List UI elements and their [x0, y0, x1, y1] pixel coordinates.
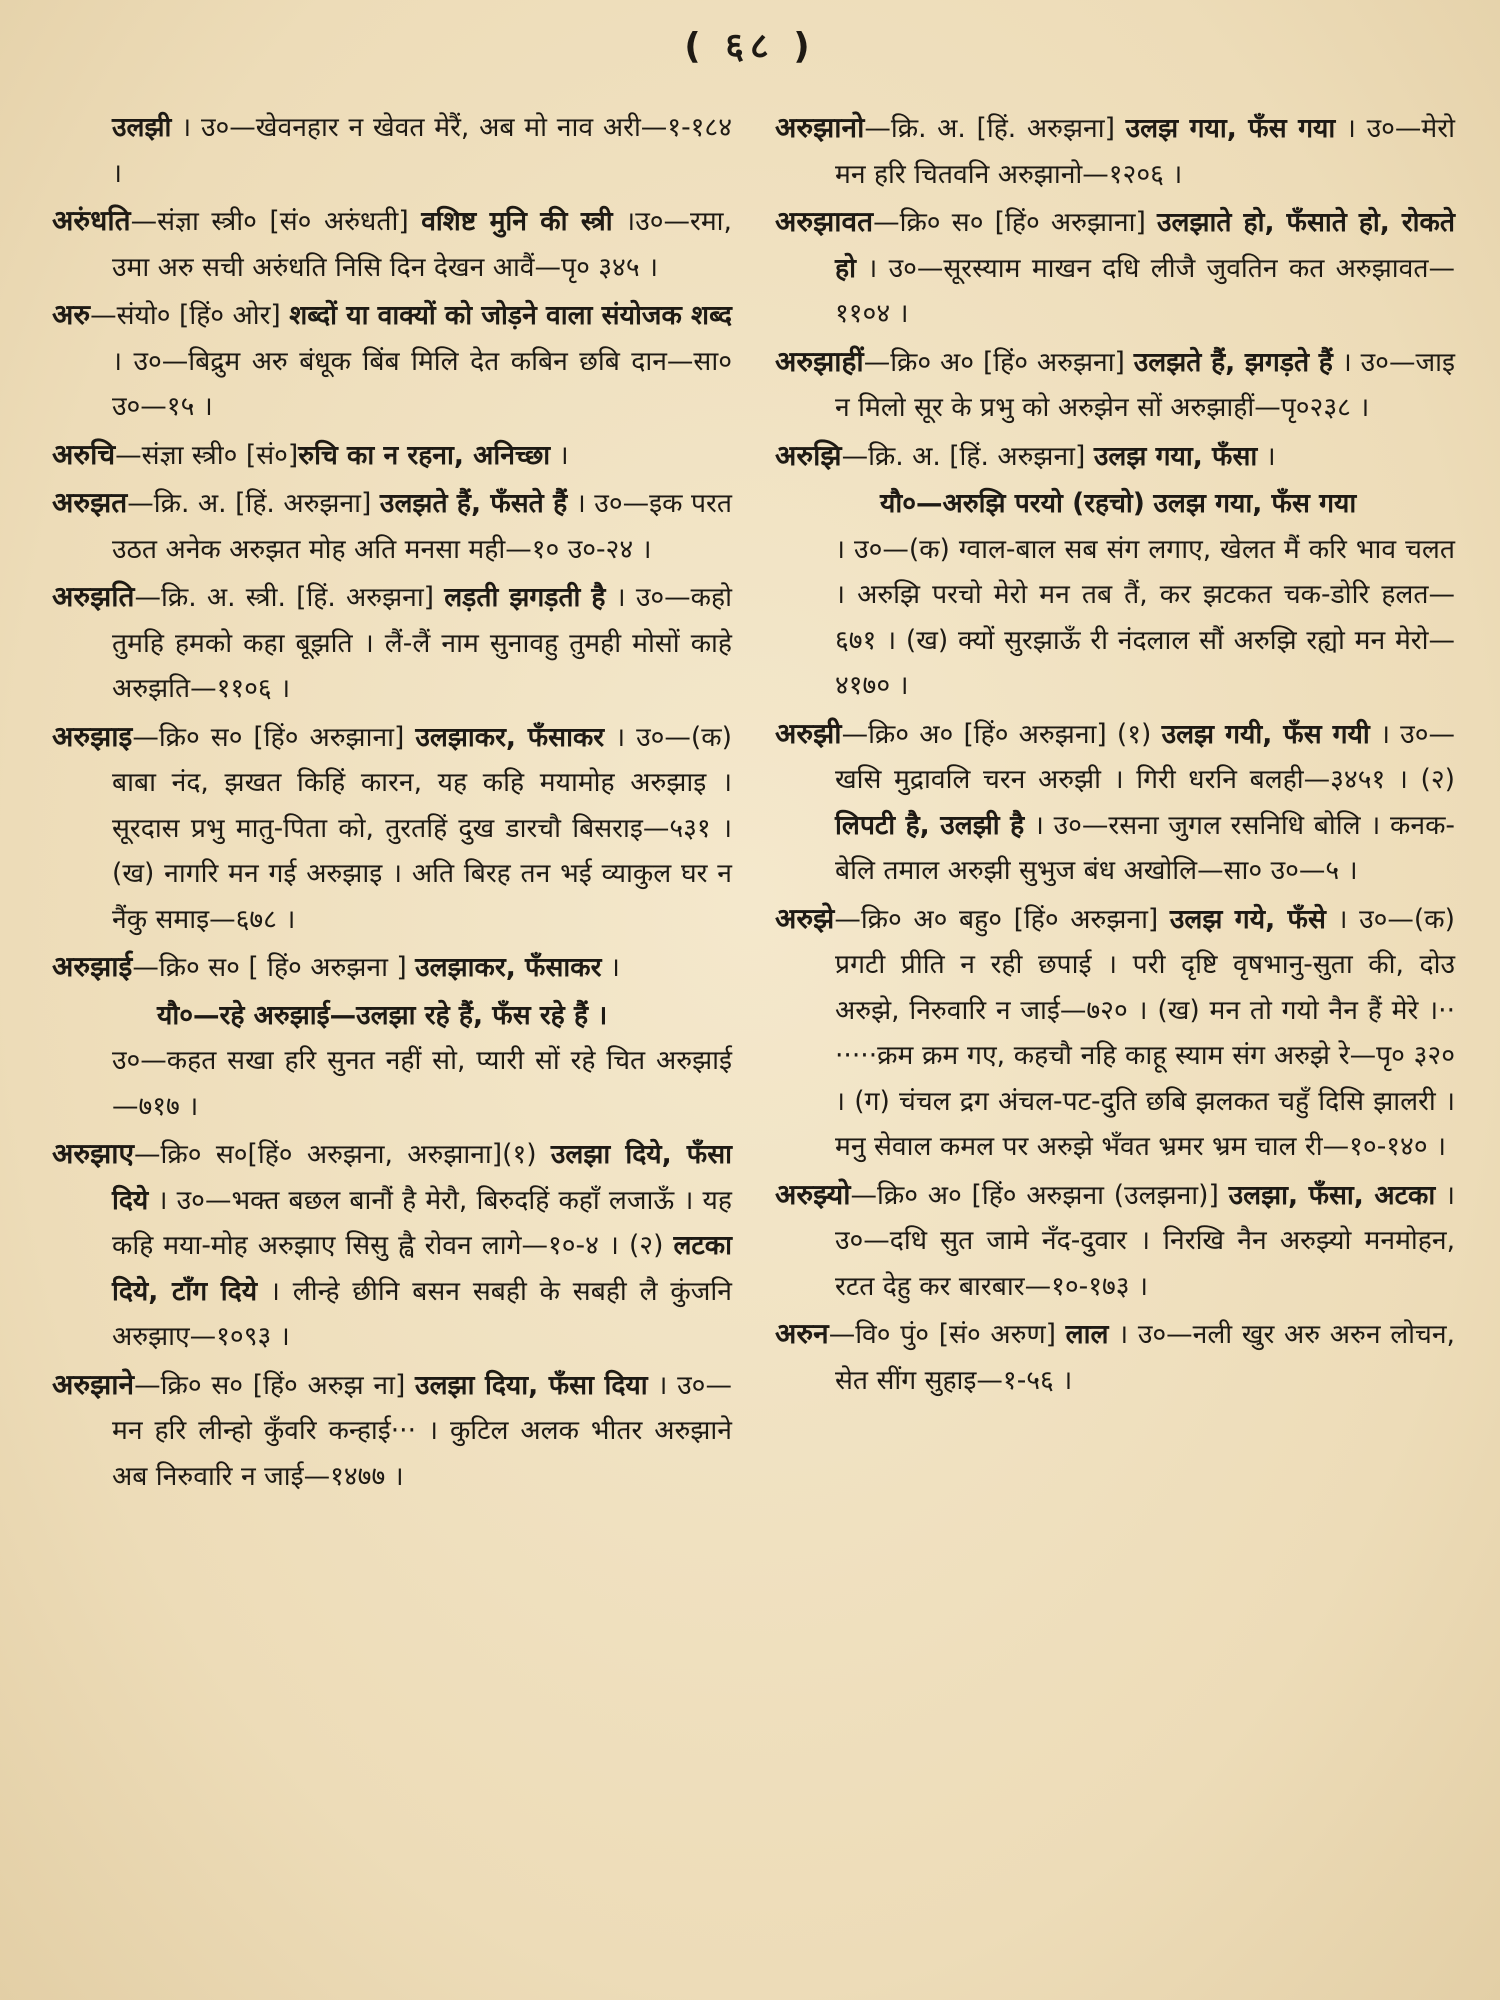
entry-sense-num: (२): [628, 1230, 664, 1261]
entry-head: अरु: [52, 298, 91, 331]
entry-head: अरुझावत: [775, 205, 874, 238]
entry-arujhee: [775, 711, 1455, 894]
entry-meaning: उलझाते हो, फँसाते हो, रोकते हो: [835, 207, 1455, 284]
entry-arundhati: [52, 198, 732, 290]
entry-arujhi: [775, 433, 1455, 480]
entry-grammar: —क्रि. अ. [हिं. अरुझना]: [841, 440, 1086, 472]
entry-arujhaae: [52, 1131, 732, 1360]
entry-grammar: —संयो० [हिं० ओर]: [90, 300, 281, 331]
entry-meaning: लटका दिये, टाँग दिये: [112, 1230, 732, 1307]
entry-continuation: [52, 105, 732, 196]
entry-sense-num: (२): [1420, 764, 1455, 795]
entry-example: । उ०—खसि मुद्रावलि चरन अरुझी । गिरी धरनि बलही—३४५१ ।: [835, 718, 1455, 795]
entry-example: । उ०—(क) प्रगटी प्रीति न रही छपाई । परी दृष्टि वृषभानु-सुता की, दोउ अरुझे, निरुवारि न जाई—७२० । (ख) मन तो गयो नैन हैं मेरे ।·· ·····क्रम क्रम गए, कहचौ नहि काहू स्याम संग अरुझे रे—पृ० ३२० । (ग) चंचल द्रग अंचल-पट-दुति छबि झलकत चहुँ दिसि झालरी । मनु सेवाल कमल पर अरुझे भँवत भ्रमर भ्रम चाल री—१०-१४० ।: [835, 903, 1455, 1162]
entry-aru: [52, 292, 732, 430]
entry-arujhe: [775, 896, 1455, 1170]
entry-meaning: रुचि का न रहना, अनिच्छा: [298, 439, 551, 471]
entry-example: । उ०—जाइ न मिलो सूर के प्रभु को अरुझेन सों अरुझाहीं—पृ०२३८ ।: [835, 346, 1455, 423]
entry-meaning: उलझ गया, फँसा: [1093, 440, 1258, 472]
entry-arujhaai: [52, 944, 732, 991]
entry-head: अरुझाए: [52, 1137, 135, 1170]
subentry-yau: [775, 481, 1455, 527]
entry-grammar: —क्रि० अ० [हिं० अरुझना] (१): [841, 718, 1152, 750]
entry-grammar: —संज्ञा स्त्री० [सं०]: [115, 439, 299, 471]
entry-example: । उ०—नली खुर अरु अरुन लोचन, सेत सींग सुहाइ—१-५६ ।: [835, 1319, 1455, 1396]
entry-example: ।उ०—रमा, उमा अरु सची अरुंधति निसि दिन देखन आवैं—पृ० ३४५ ।: [112, 206, 732, 283]
right-column: [775, 105, 1455, 1405]
entry-grammar: —क्रि० स० [ हिं० अरुझना ]: [132, 952, 407, 983]
entry-head: अरुझानो: [775, 111, 865, 144]
entry-meaning: उलझा दिया, फँसा दिया: [415, 1369, 648, 1401]
entry-arujhyo: [775, 1172, 1455, 1310]
entry-meaning: लिपटी है, उलझी है: [835, 809, 1025, 841]
entry-example: । उ०—मन हरि लीन्हो कुँवरि कन्हाई··· । कुटिल अलक भीतर अरुझाने अब निरुवारि न जाई—१४७७ ।: [112, 1369, 732, 1492]
entry-example: । उ०—दधि सुत जामे नँद-दुवार । निरखि नैन अरुझ्यो मनमोहन, रटत देहु कर बारबार—१०-१७३ ।: [835, 1179, 1455, 1302]
entry-meaning: उलझते हैं, झगड़ते हैं: [1133, 346, 1333, 378]
entry-meaning: उलझा, फँसा, अटका: [1228, 1179, 1436, 1211]
entry-grammar: —क्रि० अ० बहु० [हिं० अरुझना]: [834, 903, 1159, 935]
entry-head: अरुझति: [52, 580, 135, 613]
subentry-yau: [52, 993, 732, 1039]
entry-head: अरुझाहीं: [775, 344, 864, 378]
entry-arun: [775, 1311, 1455, 1403]
entry-example: ।: [1265, 440, 1276, 472]
entry-example: ।: [609, 952, 620, 983]
entry-head: अरुझाने: [52, 1367, 135, 1401]
entry-grammar: —क्रि. अ. स्त्री. [हिं. अरुझना]: [134, 582, 435, 613]
entry-meaning: उलझ गया, फँस गया: [1125, 113, 1336, 144]
entry-grammar: —क्रि. अ. [हिं. अरुझना]: [127, 488, 372, 519]
page-number: ( ६८ ): [684, 26, 816, 67]
entry-meaning: वशिष्ट मुनि की स्त्री: [421, 206, 613, 237]
entry-meaning: उलझाकर, फँसाकर: [415, 952, 602, 983]
entry-head: अरुझे: [775, 901, 835, 935]
entry-example: । उ०—खेवनहार न खेवत मेरैं, अब मो नाव अरी—१-१८४ ।: [112, 112, 732, 189]
entry-arujhati: [52, 574, 732, 712]
subentry-text: —रहे अरुझाई—उलझा रहे हैं, फँस रहे हैं ।: [193, 999, 608, 1031]
subentry-example: उ०—कहत सखा हरि सुनत नहीं सो, प्यारी सों रहे चित अरुझाई—७१७ ।: [112, 1045, 732, 1122]
entry-arujhaavat: [775, 199, 1455, 337]
entry-grammar: —क्रि० स०[हिं० अरुझना, अरुझाना](१): [134, 1139, 537, 1170]
entry-grammar: —क्रि० स० [हिं० अरुझाना]: [132, 721, 405, 753]
entry-grammar: —क्रि० अ० [हिं० अरुझना (उलझना)]: [850, 1179, 1219, 1211]
entry-example: । उ०—सूरस्याम माखन दधि लीजै जुवतिन कत अरुझावत—११०४ ।: [835, 252, 1455, 329]
entry-head: अरुझत: [52, 486, 128, 519]
entry-head: अरुचि: [52, 437, 116, 471]
entry-meaning: उलझाकर, फँसाकर: [415, 721, 605, 753]
entry-head: अरुंधति: [52, 204, 131, 237]
entry-grammar: —क्रि० स० [हिं० अरुझ ना]: [134, 1369, 406, 1401]
entry-head: अरुझाइ: [52, 719, 133, 753]
entry-grammar: —क्रि० अ० [हिं० अरुझना]: [863, 346, 1125, 378]
entry-example: । लीन्हे छीनि बसन सबही के सबही लै कुंजनि अरुझाए—१०९३ ।: [112, 1275, 732, 1352]
entry-example: । उ०—रसना जुगल रसनिधि बोलि । कनक-बेलि तमाल अरुझी सुभुज बंध अखोलि—सा० उ०—५ ।: [835, 809, 1455, 886]
entry-head: अरुझ्यो: [775, 1177, 851, 1211]
entry-meaning: उलझते हैं, फँसते हैं: [379, 488, 568, 519]
entry-arujhai: [52, 714, 732, 943]
entry-example: । उ०—मेरो मन हरि चितवनि अरुझानो—१२०६ ।: [835, 113, 1455, 190]
subentry-meaning: उलझ गया, फँस गया: [1153, 488, 1357, 519]
entry-meaning: उलझा दिये, फँसा दिये: [112, 1139, 732, 1216]
entry-grammar: —क्रि. अ. [हिं. अरुझना]: [864, 113, 1115, 144]
entry-meaning: लड़ती झगड़ती है: [444, 582, 606, 613]
entry-meaning: उलझी: [112, 112, 172, 143]
entry-grammar: —संज्ञा स्त्री० [सं० अरुंधती]: [130, 206, 409, 237]
entry-grammar: —क्रि० स० [हिं० अरुझाना]: [873, 207, 1146, 238]
entry-example: । उ०—इक परत उठत अनेक अरुझत मोह अति मनसा मही—१० उ०-२४ ।: [112, 488, 732, 565]
entry-head: अरुझि: [775, 438, 842, 472]
entry-arujhaahin: [775, 339, 1455, 431]
entry-arujhat: [52, 480, 732, 572]
subentry-prefix: यौ०: [157, 999, 194, 1031]
entry-example: ।: [558, 439, 569, 471]
entry-head: अरुझाई: [52, 950, 133, 983]
entry-head: अरुन: [775, 1317, 829, 1350]
entry-arujhaano: [775, 105, 1455, 197]
subentry-example: । उ०—(क) ग्वाल-बाल सब संग लगाए, खेलत मैं करि भाव चलत । अरुझि परचो मेरो मन तब तैं, कर झटकत चक-डोरि हलत—६७१ । (ख) क्यों सुरझाऊँ री नंदलाल सौं अरुझि रह्यो मन मेरो—४१७० ।: [835, 533, 1455, 701]
entry-meaning: उलझ गयी, फँस गयी: [1161, 718, 1370, 750]
entry-meaning: शब्दों या वाक्यों को जोड़ने वाला संयोजक शब्द: [289, 300, 732, 331]
entry-head: अरुझी: [775, 716, 842, 750]
entry-arujhaane: [52, 1362, 732, 1500]
entry-aruchi: [52, 432, 732, 479]
entry-example: । उ०—(क) बाबा नंद, झखत किहिं कारन, यह कहि मयामोह अरुझाइ । सूरदास प्रभु मातु-पिता को, तुरतहिं दुख डारचौ बिसराइ—५३१ । (ख) नागरि मन गई अरुझाइ । अति बिरह तन भई व्याकुल घर न नैंकु समाइ—६७८ ।: [112, 721, 732, 935]
entry-example: । उ०—बिद्रुम अरु बंधूक बिंब मिलि देत कबिन छबि दान—सा० उ०—१५ ।: [112, 345, 732, 422]
left-column: [52, 105, 732, 1501]
subentry-prefix: यौ०: [880, 488, 917, 519]
entry-grammar: —वि० पुं० [सं० अरुण]: [828, 1319, 1056, 1350]
entry-example: । उ०—भक्त बछल बानौं है मेरौ, बिरुदहिं कहाँ लजाऊँ । यह कहि मया-मोह अरुझाए सिसु ह्वै रोवन लागे—१०-४ ।: [112, 1184, 732, 1261]
entry-example: । उ०—कहो तुमहि हमको कहा बूझति । लैं-लैं नाम सुनावहु तुमही मोसों काहे अरुझति—११०६ ।: [112, 582, 732, 704]
entry-meaning: लाल: [1065, 1319, 1109, 1350]
subentry-text: —अरुझि परयो (रहचो): [916, 488, 1145, 519]
entry-meaning: उलझ गये, फँसे: [1169, 903, 1326, 935]
